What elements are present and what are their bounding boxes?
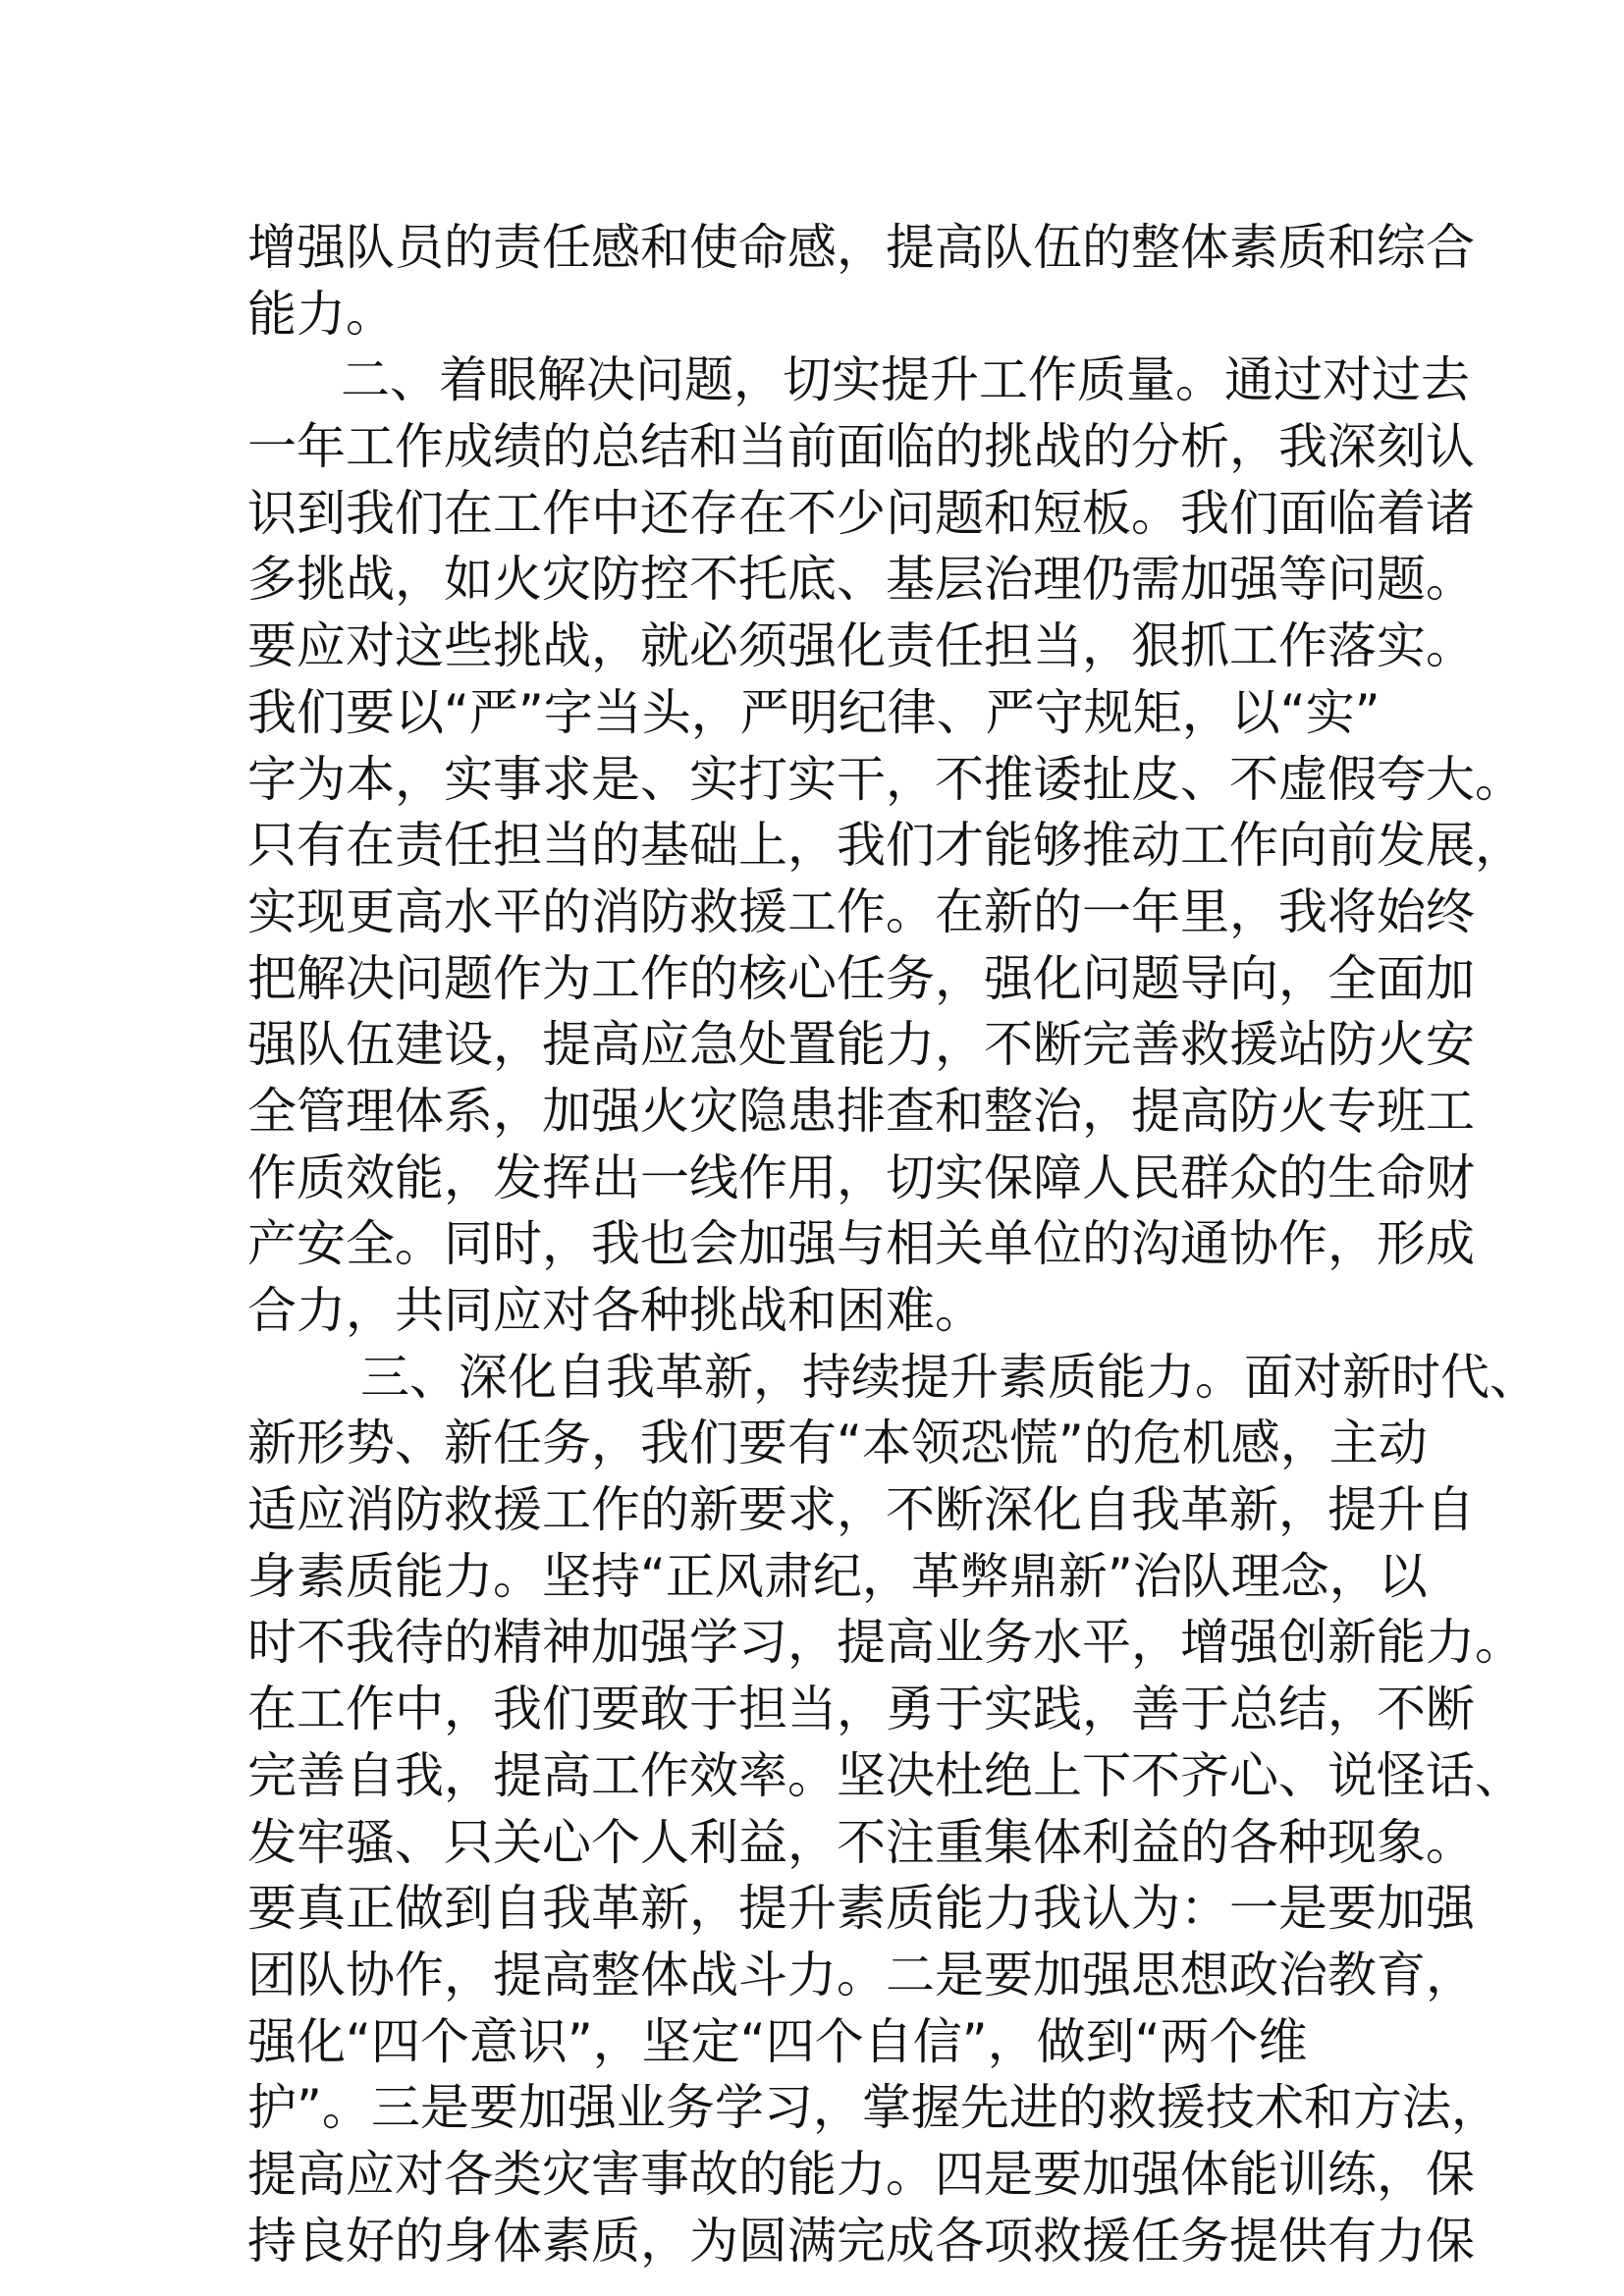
text-line: 完善自我，提高工作效率。坚决杜绝上下不齐心、说怪话、 (247, 1746, 1524, 1804)
text-line: 强队伍建设，提高应急处置能力，不断完善救援站防火安 (247, 1016, 1475, 1074)
text-line: 能力。 (247, 285, 395, 343)
text-line: 多挑战，如火灾防控不托底、基层治理仍需加强等问题。 (247, 551, 1475, 609)
text-line: 适应消防救援工作的新要求，不断深化自我革新，提升自 (247, 1481, 1475, 1539)
text-line: 我们要以“严”字当头，严明纪律、严守规矩，以“实” (247, 683, 1380, 741)
text-line: 护”。三是要加强业务学习，掌握先进的救援技术和方法， (247, 2079, 1500, 2137)
text-line: 合力，共同应对各种挑战和困难。 (247, 1282, 984, 1339)
section-heading-line: 二、着眼解决问题，切实提升工作质量。通过对过去 (341, 351, 1470, 409)
text-line: 要应对这些挑战，就必须强化责任担当，狠抓工作落实。 (247, 617, 1475, 675)
text-line: 在工作中，我们要敢于担当，勇于实践，善于总结，不断 (247, 1681, 1475, 1738)
text-line: 把解决问题作为工作的核心任务，强化问题导向，全面加 (247, 949, 1475, 1007)
text-line: 实现更高水平的消防救援工作。在新的一年里，我将始终 (247, 882, 1475, 940)
text-line: 产安全。同时，我也会加强与相关单位的沟通协作，形成 (247, 1215, 1475, 1273)
text-line: 发牢骚、只关心个人利益，不注重集体利益的各种现象。 (247, 1813, 1475, 1871)
text-line: 作质效能，发挥出一线作用，切实保障人民群众的生命财 (247, 1148, 1475, 1206)
text-line: 强化“四个意识”，坚定“四个自信”，做到“两个维 (247, 2012, 1308, 2070)
body-text (247, 215, 1539, 2274)
text-line: 团队协作，提高整体战斗力。二是要加强思想政治教育， (247, 1946, 1475, 2003)
text-line: 持良好的身体素质，为圆满完成各项救援任务提供有力保 (247, 2212, 1475, 2269)
text-line: 只有在责任担当的基础上，我们才能够推动工作向前发展， (247, 817, 1524, 875)
text-line: 识到我们在工作中还存在不少问题和短板。我们面临着诸 (247, 484, 1475, 542)
section-heading-line: 三、深化自我革新，持续提升素质能力。面对新时代、 (360, 1348, 1539, 1406)
text-line: 要真正做到自我革新，提升素质能力我认为：一是要加强 (247, 1880, 1475, 1938)
text-line: 身素质能力。坚持“正风肃纪，革弊鼎新”治队理念，以 (247, 1547, 1428, 1605)
text-line: 增强队员的责任感和使命感，提高队伍的整体素质和综合 (247, 219, 1475, 276)
text-line: 新形势、新任务，我们要有“本领恐慌”的危机感，主动 (247, 1415, 1428, 1472)
text-line: 提高应对各类灾害事故的能力。四是要加强体能训练，保 (247, 2145, 1475, 2203)
text-line: 全管理体系，加强火灾隐患排查和整治，提高防火专班工 (247, 1082, 1475, 1140)
text-line: 一年工作成绩的总结和当前面临的挑战的分析，我深刻认 (247, 418, 1475, 476)
text-line: 时不我待的精神加强学习，提高业务水平，增强创新能力。 (247, 1614, 1524, 1672)
text-line: 字为本，实事求是、实打实干，不推诿扯皮、不虚假夸大。 (247, 750, 1524, 808)
